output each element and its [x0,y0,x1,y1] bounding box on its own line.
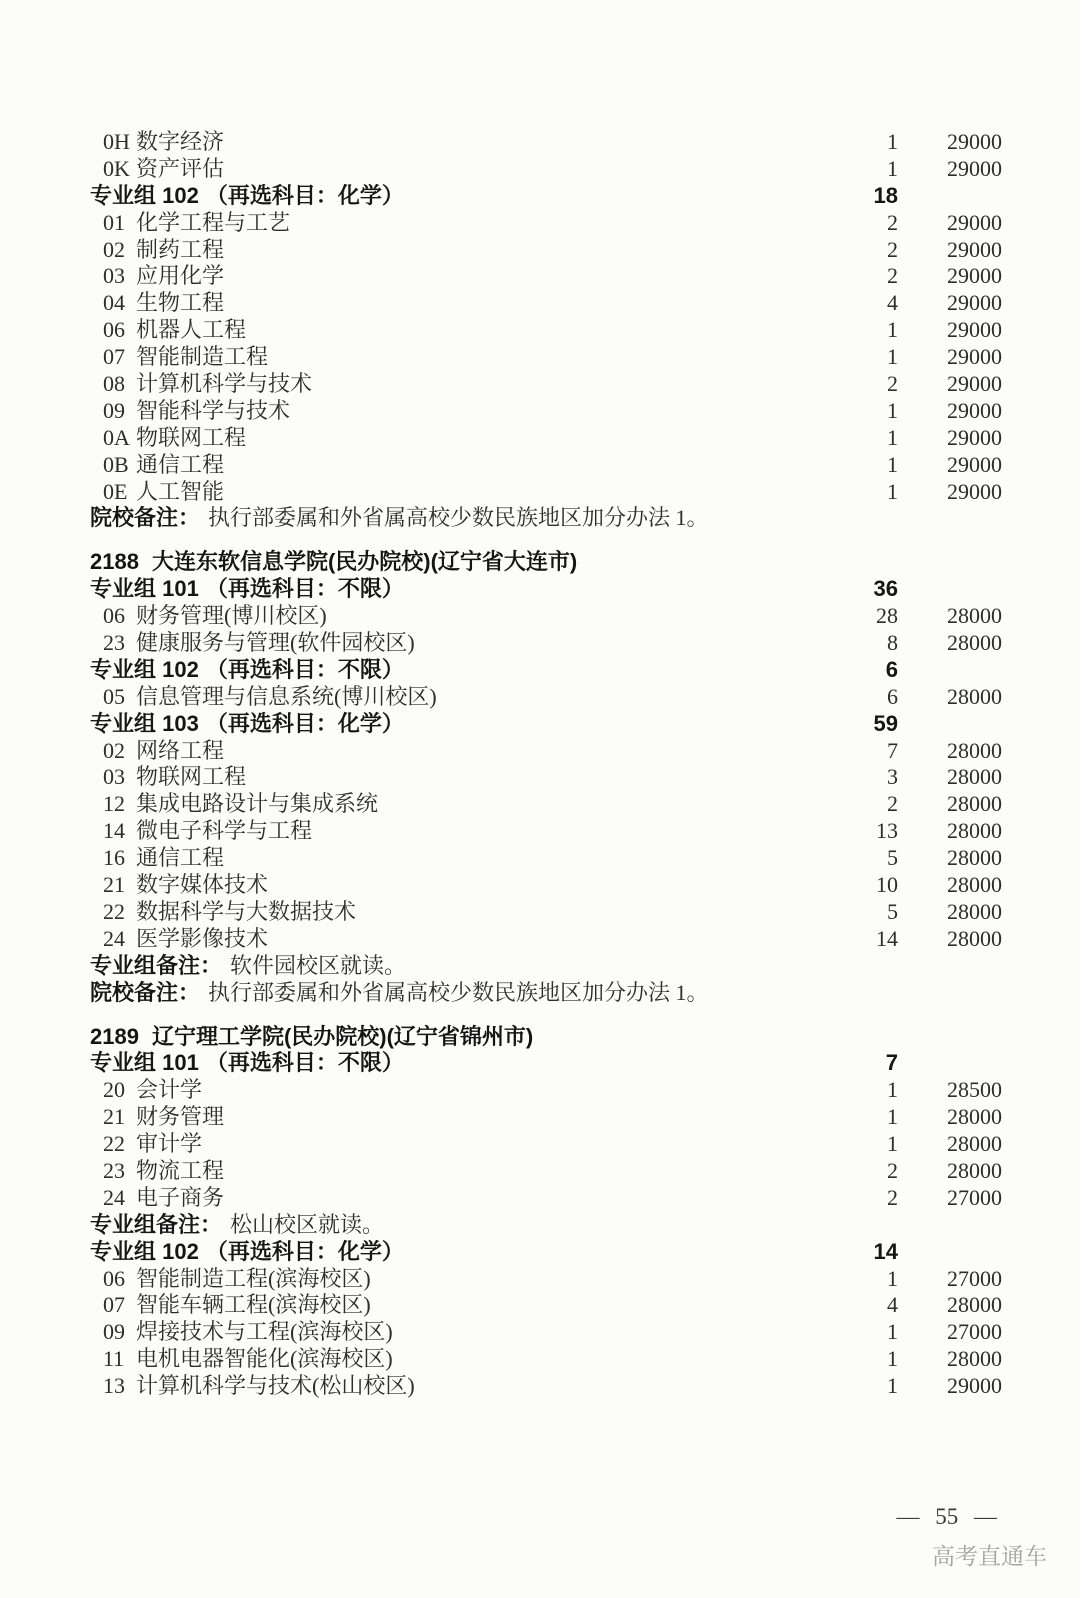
course-code: 06 [103,603,125,629]
school-row [90,549,1002,576]
course-count: 3 [887,764,898,790]
course-row [90,738,1002,765]
course-name: 数字经济 [136,129,225,154]
course-count: 1 [887,424,898,450]
course-fee: 29000 [947,290,1002,316]
course-code: 06 [103,1265,125,1291]
course-count: 2 [887,236,898,262]
course-fee: 28000 [947,898,1002,924]
course-fee: 29000 [947,1373,1002,1399]
course-name: 机器人工程 [136,317,247,343]
course-count: 2 [887,1157,898,1183]
course-name: 财务管理(博川校区) [136,603,327,629]
course-count: 4 [887,290,898,316]
course-count: 10 [876,872,898,898]
course-code: 0A [103,424,130,450]
course-code: 12 [103,791,125,817]
course-fee: 28000 [947,764,1002,790]
course-name: 数据科学与大数据技术 [136,898,357,924]
course-row [90,479,1002,506]
group-row [90,657,1002,684]
note-text: 松山校区就读。 [230,1211,385,1237]
course-name: 电子商务 [136,1184,225,1210]
group-label: 专业组 102 [90,656,199,682]
course-count: 1 [887,1265,898,1291]
course-fee: 29000 [947,236,1002,262]
note-row [90,980,1002,1007]
course-row [90,684,1002,711]
course-fee: 29000 [947,478,1002,504]
course-name: 资产评估 [136,155,225,181]
group-row [90,183,1002,210]
course-count: 1 [887,1104,898,1130]
course-fee: 29000 [947,209,1002,235]
course-name: 微电子科学与工程 [136,818,313,844]
note-label: 专业组备注： [90,1211,223,1237]
note-row [90,953,1002,980]
group-subjects: （再选科目：不限） [205,1050,404,1076]
group-label: 专业组 101 [90,1050,199,1076]
course-name: 生物工程 [136,290,225,316]
course-count: 4 [887,1292,898,1318]
course-code: 0K [103,155,130,181]
course-name: 化学工程与工艺 [136,209,291,235]
course-name: 智能科学与技术 [136,397,291,423]
course-row [90,791,1002,818]
course-count: 1 [887,1346,898,1372]
course-row [90,1292,1002,1319]
course-row [90,1266,1002,1293]
course-code: 02 [103,737,125,763]
group-label: 专业组 102 [90,1238,199,1264]
course-fee: 29000 [947,317,1002,343]
course-count: 1 [887,478,898,504]
course-fee: 28000 [947,1346,1002,1372]
watermark-text: 高考直通车 [932,1544,1047,1569]
course-code: 24 [103,1184,125,1210]
group-subjects: （再选科目：化学） [205,710,404,736]
course-code: 05 [103,683,125,709]
course-count: 8 [887,630,898,656]
group-label: 专业组 103 [90,710,199,736]
group-count: 6 [885,656,898,682]
course-fee: 28000 [947,1157,1002,1183]
course-row [90,371,1002,398]
course-row [90,1158,1002,1185]
course-row [90,1185,1002,1212]
note-text: 执行部委属和外省属高校少数民族地区加分办法 1。 [208,979,709,1005]
course-name: 信息管理与信息系统(博川校区) [136,683,437,709]
course-row [90,1319,1002,1346]
course-row [90,129,1002,156]
course-count: 2 [887,1184,898,1210]
course-fee: 28000 [947,1131,1002,1157]
course-name: 人工智能 [136,478,225,504]
course-row [90,210,1002,237]
course-row [90,764,1002,791]
course-row [90,899,1002,926]
course-fee: 28000 [947,818,1002,844]
course-row [90,603,1002,630]
course-fee: 28000 [947,872,1002,898]
group-row [90,1239,1002,1266]
course-row [90,156,1002,183]
note-label: 院校备注： [90,979,201,1005]
group-row [90,1050,1002,1077]
course-code: 21 [103,1104,125,1130]
course-row [90,1131,1002,1158]
course-name: 应用化学 [136,263,225,289]
group-subjects: （再选科目：化学） [205,182,404,208]
course-row [90,344,1002,371]
course-fee: 28000 [947,603,1002,629]
course-fee: 29000 [947,424,1002,450]
course-count: 6 [887,683,898,709]
course-code: 02 [103,236,125,262]
course-count: 1 [887,1373,898,1399]
course-name: 计算机科学与技术 [136,371,313,397]
course-count: 1 [887,451,898,477]
course-fee: 29000 [947,371,1002,397]
course-fee: 29000 [947,397,1002,423]
course-count: 1 [887,129,898,154]
course-fee: 29000 [947,263,1002,289]
course-row [90,263,1002,290]
note-label: 专业组备注： [90,952,223,978]
course-name: 电机电器智能化(滨海校区) [136,1346,393,1372]
course-fee: 29000 [947,129,1002,154]
course-row [90,818,1002,845]
group-row [90,711,1002,738]
course-count: 13 [876,818,898,844]
course-name: 审计学 [136,1131,203,1157]
course-row [90,1104,1002,1131]
note-row [90,1212,1002,1239]
course-name: 财务管理 [136,1104,225,1130]
document-rows [90,129,1002,1400]
group-subjects: （再选科目：不限） [205,656,404,682]
course-count: 1 [887,1319,898,1345]
course-count: 1 [887,155,898,181]
school-code: 2189 [90,1023,139,1049]
course-row [90,872,1002,899]
page-number: — 55 — [896,1504,997,1529]
course-name: 数字媒体技术 [136,872,269,898]
course-count: 5 [887,898,898,924]
course-count: 28 [876,603,898,629]
course-name: 智能车辆工程(滨海校区) [136,1292,371,1318]
course-name: 焊接技术与工程(滨海校区) [136,1319,393,1345]
course-row [90,1077,1002,1104]
course-code: 20 [103,1077,125,1103]
course-name: 制药工程 [136,236,225,262]
course-row [90,845,1002,872]
course-code: 22 [103,898,125,924]
school-name: 大连东软信息学院(民办院校)(辽宁省大连市) [151,549,578,575]
course-code: 03 [103,263,125,289]
school-row [90,1024,1002,1051]
course-count: 1 [887,1131,898,1157]
course-name: 网络工程 [136,737,225,763]
course-code: 0H [103,129,130,154]
course-name: 通信工程 [136,845,225,871]
course-name: 健康服务与管理(软件园校区) [136,630,415,656]
note-text: 软件园校区就读。 [230,952,407,978]
course-count: 2 [887,371,898,397]
note-text: 执行部委属和外省属高校少数民族地区加分办法 1。 [208,505,709,531]
course-count: 2 [887,263,898,289]
course-count: 2 [887,209,898,235]
course-row [90,290,1002,317]
course-count: 14 [876,925,898,951]
course-code: 07 [103,344,125,370]
course-row [90,630,1002,657]
school-code: 2188 [90,549,139,575]
course-row [90,1373,1002,1400]
course-code: 09 [103,1319,125,1345]
group-subjects: （再选科目：化学） [205,1238,404,1264]
course-code: 0E [103,478,128,504]
group-label: 专业组 101 [90,576,199,602]
school-name: 辽宁理工学院(民办院校)(辽宁省锦州市) [151,1023,534,1049]
course-fee: 27000 [947,1184,1002,1210]
course-row [90,425,1002,452]
course-fee: 28500 [947,1077,1002,1103]
group-count: 14 [873,1238,898,1264]
group-count: 36 [873,576,898,602]
course-row [90,317,1002,344]
course-count: 1 [887,344,898,370]
group-row [90,576,1002,603]
note-row [90,505,1002,532]
group-subjects: （再选科目：不限） [205,576,404,602]
course-name: 会计学 [136,1077,203,1103]
course-name: 医学影像技术 [136,925,269,951]
course-code: 24 [103,925,125,951]
course-fee: 28000 [947,737,1002,763]
course-count: 1 [887,1077,898,1103]
course-count: 5 [887,845,898,871]
course-code: 03 [103,764,125,790]
course-code: 23 [103,630,125,656]
course-code: 01 [103,209,125,235]
course-code: 13 [103,1373,125,1399]
group-count: 7 [885,1050,898,1076]
group-count: 18 [873,182,898,208]
course-count: 1 [887,317,898,343]
course-code: 11 [103,1346,125,1372]
course-code: 22 [103,1131,125,1157]
course-code: 16 [103,845,125,871]
course-fee: 29000 [947,451,1002,477]
course-fee: 27000 [947,1319,1002,1345]
course-row [90,237,1002,264]
course-fee: 28000 [947,630,1002,656]
course-name: 智能制造工程(滨海校区) [136,1265,371,1291]
course-fee: 28000 [947,1292,1002,1318]
group-label: 专业组 102 [90,182,199,208]
course-name: 物流工程 [136,1157,225,1183]
course-name: 计算机科学与技术(松山校区) [136,1373,415,1399]
course-code: 06 [103,317,125,343]
course-code: 04 [103,290,125,316]
course-fee: 27000 [947,1265,1002,1291]
course-row [90,452,1002,479]
course-name: 智能制造工程 [136,344,269,370]
course-name: 集成电路设计与集成系统 [136,791,379,817]
course-name: 物联网工程 [136,764,247,790]
course-fee: 28000 [947,683,1002,709]
group-count: 59 [873,710,898,736]
course-code: 23 [103,1157,125,1183]
note-label: 院校备注： [90,505,201,531]
course-code: 14 [103,818,125,844]
course-code: 21 [103,872,125,898]
course-row [90,398,1002,425]
course-code: 09 [103,397,125,423]
course-count: 7 [887,737,898,763]
course-fee: 28000 [947,1104,1002,1130]
course-count: 2 [887,791,898,817]
course-fee: 29000 [947,155,1002,181]
course-fee: 29000 [947,344,1002,370]
course-name: 通信工程 [136,451,225,477]
course-row [90,1346,1002,1373]
course-fee: 28000 [947,845,1002,871]
course-row [90,926,1002,953]
course-count: 1 [887,397,898,423]
course-code: 0B [103,451,129,477]
course-code: 08 [103,371,125,397]
course-code: 07 [103,1292,125,1318]
course-fee: 28000 [947,791,1002,817]
course-name: 物联网工程 [136,424,247,450]
course-fee: 28000 [947,925,1002,951]
